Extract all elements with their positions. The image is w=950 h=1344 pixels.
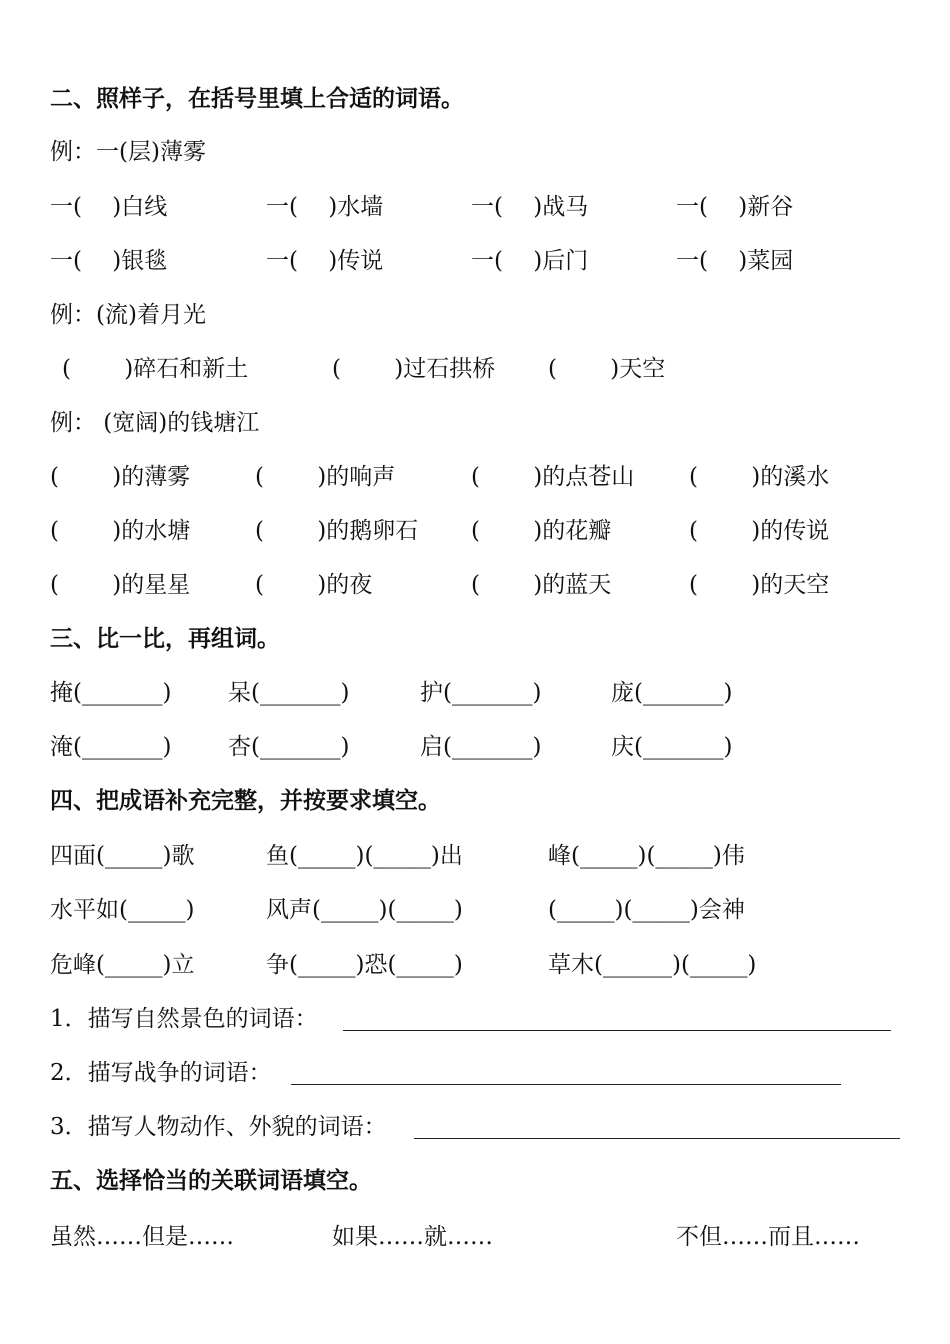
fill-item[interactable]: ( )的花瓣 xyxy=(471,518,612,544)
fill-item[interactable]: ( )天空 xyxy=(548,356,666,382)
compare-item[interactable]: 启(_______) xyxy=(420,734,542,760)
conjunction-option: 虽然……但是…… xyxy=(50,1224,234,1250)
conjunction-option: 如果……就…… xyxy=(332,1224,493,1250)
example-1: 例：一(层)薄雾 xyxy=(50,139,206,165)
section2-title: 二、照样子，在括号里填上合适的词语。 xyxy=(50,86,464,112)
question-1: 1．描写自然景色的词语： xyxy=(50,1006,318,1032)
fill-item[interactable]: 一( )传说 xyxy=(266,248,384,274)
fill-item[interactable]: ( )过石拱桥 xyxy=(332,356,496,382)
compare-item[interactable]: 庆(_______) xyxy=(611,734,733,760)
fill-item[interactable]: ( )的薄雾 xyxy=(50,464,191,490)
idiom-item[interactable]: 争(_____)恐(_____) xyxy=(266,952,463,978)
answer-line-3[interactable] xyxy=(414,1138,900,1139)
fill-item[interactable]: ( )的点苍山 xyxy=(471,464,635,490)
idiom-item[interactable]: 水平如(_____) xyxy=(50,897,195,923)
question-3: 3．描写人物动作、外貌的词语： xyxy=(50,1114,387,1140)
idiom-item[interactable]: 草木(______)(_____) xyxy=(548,952,757,978)
example-2: 例：(流)着月光 xyxy=(50,302,206,328)
section4-title: 四、把成语补充完整，并按要求填空。 xyxy=(50,788,441,814)
idiom-item[interactable]: 峰(_____)(_____)伟 xyxy=(548,843,745,869)
idiom-item[interactable]: 鱼(_____)(_____)出 xyxy=(266,843,463,869)
fill-item[interactable]: ( )的传说 xyxy=(689,518,830,544)
fill-item[interactable]: 一( )白线 xyxy=(50,194,168,220)
question-2: 2．描写战争的词语： xyxy=(50,1060,272,1086)
compare-item[interactable]: 庞(_______) xyxy=(611,680,733,706)
fill-item[interactable]: 一( )战马 xyxy=(471,194,589,220)
idiom-item[interactable]: 风声(_____)(_____) xyxy=(266,897,463,923)
compare-item[interactable]: 护(_______) xyxy=(420,680,542,706)
compare-item[interactable]: 呆(_______) xyxy=(228,680,350,706)
section3-title: 三、比一比，再组词。 xyxy=(50,626,280,652)
idiom-item[interactable]: (_____)(_____)会神 xyxy=(548,897,745,923)
fill-item[interactable]: ( )的夜 xyxy=(255,572,373,598)
fill-item[interactable]: 一( )后门 xyxy=(471,248,589,274)
fill-item[interactable]: ( )的响声 xyxy=(255,464,396,490)
fill-item[interactable]: ( )碎石和新土 xyxy=(62,356,249,382)
fill-item[interactable]: ( )的星星 xyxy=(50,572,191,598)
fill-item[interactable]: 一( )新谷 xyxy=(676,194,794,220)
fill-item[interactable]: 一( )菜园 xyxy=(676,248,794,274)
fill-item[interactable]: 一( )水墙 xyxy=(266,194,384,220)
fill-item[interactable]: ( )的水塘 xyxy=(50,518,191,544)
section5-title: 五、选择恰当的关联词语填空。 xyxy=(50,1168,372,1194)
fill-item[interactable]: ( )的蓝天 xyxy=(471,572,612,598)
answer-line-1[interactable] xyxy=(343,1030,891,1031)
answer-line-2[interactable] xyxy=(291,1084,841,1085)
fill-item[interactable]: ( )的天空 xyxy=(689,572,830,598)
fill-item[interactable]: 一( )银毯 xyxy=(50,248,168,274)
fill-item[interactable]: ( )的溪水 xyxy=(689,464,830,490)
compare-item[interactable]: 杏(_______) xyxy=(228,734,350,760)
fill-item[interactable]: ( )的鹅卵石 xyxy=(255,518,419,544)
compare-item[interactable]: 淹(_______) xyxy=(50,734,172,760)
compare-item[interactable]: 掩(_______) xyxy=(50,680,172,706)
idiom-item[interactable]: 四面(_____)歌 xyxy=(50,843,195,869)
example-3: 例： (宽阔)的钱塘江 xyxy=(50,410,260,436)
idiom-item[interactable]: 危峰(_____)立 xyxy=(50,952,195,978)
conjunction-option: 不但……而且…… xyxy=(676,1224,860,1250)
